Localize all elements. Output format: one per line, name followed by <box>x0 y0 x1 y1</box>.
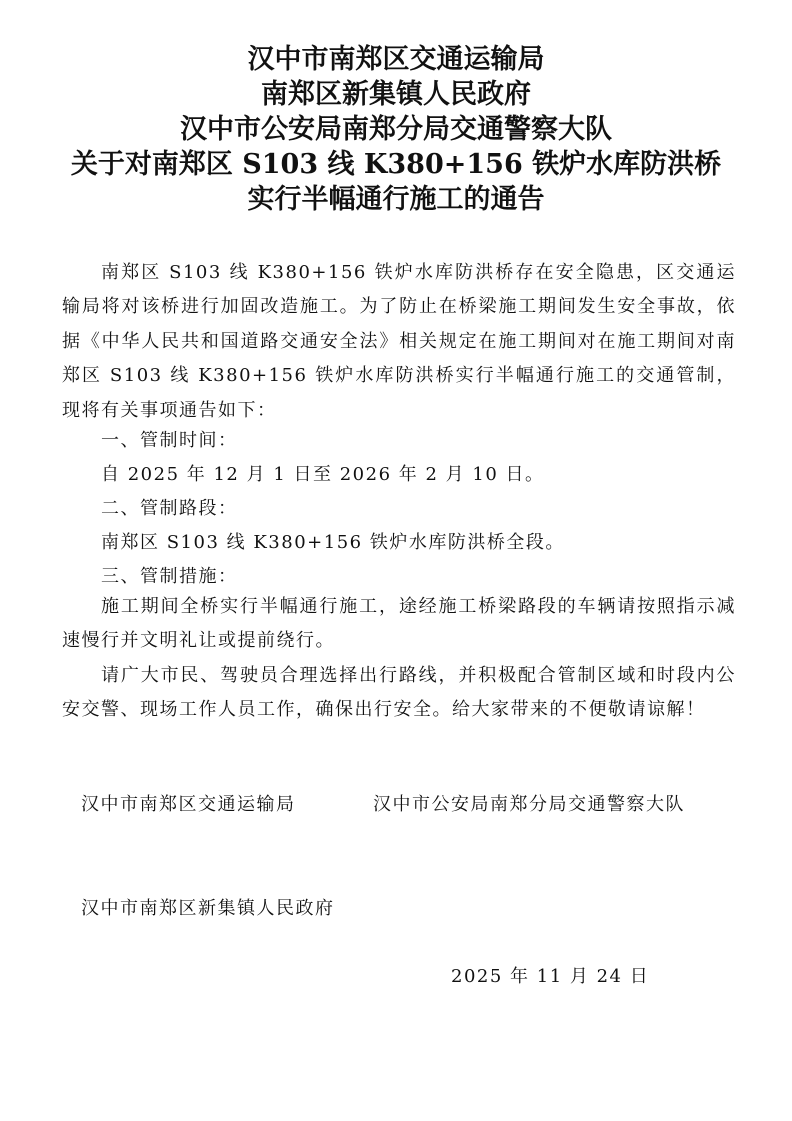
issue-date: 2025 年 11 月 24 日 <box>451 966 650 987</box>
title-subject-line: 关于对南郑区 S103 线 K380+156 铁炉水库防洪桥 <box>70 149 722 180</box>
section-content-route: 南郑区 S103 线 K380+156 铁炉水库防洪桥全段。 <box>101 532 565 553</box>
title-issuer-traffic-police: 汉中市公安局南郑分局交通警察大队 <box>180 114 612 145</box>
signature-traffic-police: 汉中市公安局南郑分局交通警察大队 <box>373 794 685 815</box>
intro-paragraph: 南郑区 S103 线 K380+156 铁炉水库防洪桥存在安全隐患，区交通运输局将对该桥进行加固改造施工。为了防止在桥梁施工期间发生安全事故，依据《中华人民共和国道路交通安全法》相关规定在施工期间对在施工期间对南郑区 S103 线 K380+156 铁炉水库防洪桥实行半幅通行施工的交通管制，现将有关事项通告如下： <box>62 262 736 421</box>
section-content-measures: 施工期间全桥实行半幅通行施工，途经施工桥梁路段的车辆请按照指示减速慢行并文明礼让或提前绕行。 <box>62 596 736 652</box>
title-subject-line-2: 实行半幅通行施工的通告 <box>247 184 545 215</box>
title-issuer-town-government: 南郑区新集镇人民政府 <box>261 79 531 110</box>
section-heading-measures: 三、管制措施： <box>101 566 238 587</box>
signature-transport-bureau: 汉中市南郑区交通运输局 <box>81 794 296 815</box>
section-content-time: 自 2025 年 12 月 1 日至 2026 年 2 月 10 日。 <box>101 464 545 485</box>
closing-paragraph: 请广大市民、驾驶员合理选择出行路线，并积极配合管制区域和时段内公安交警、现场工作人员工作，确保出行安全。给大家带来的不便敬请谅解！ <box>62 665 736 721</box>
signature-town-government: 汉中市南郑区新集镇人民政府 <box>81 898 335 919</box>
section-heading-route: 二、管制路段： <box>101 498 238 519</box>
section-heading-time: 一、管制时间： <box>101 430 238 451</box>
notice-title <box>0 42 792 217</box>
title-issuer-transport-bureau: 汉中市南郑区交通运输局 <box>247 44 545 75</box>
